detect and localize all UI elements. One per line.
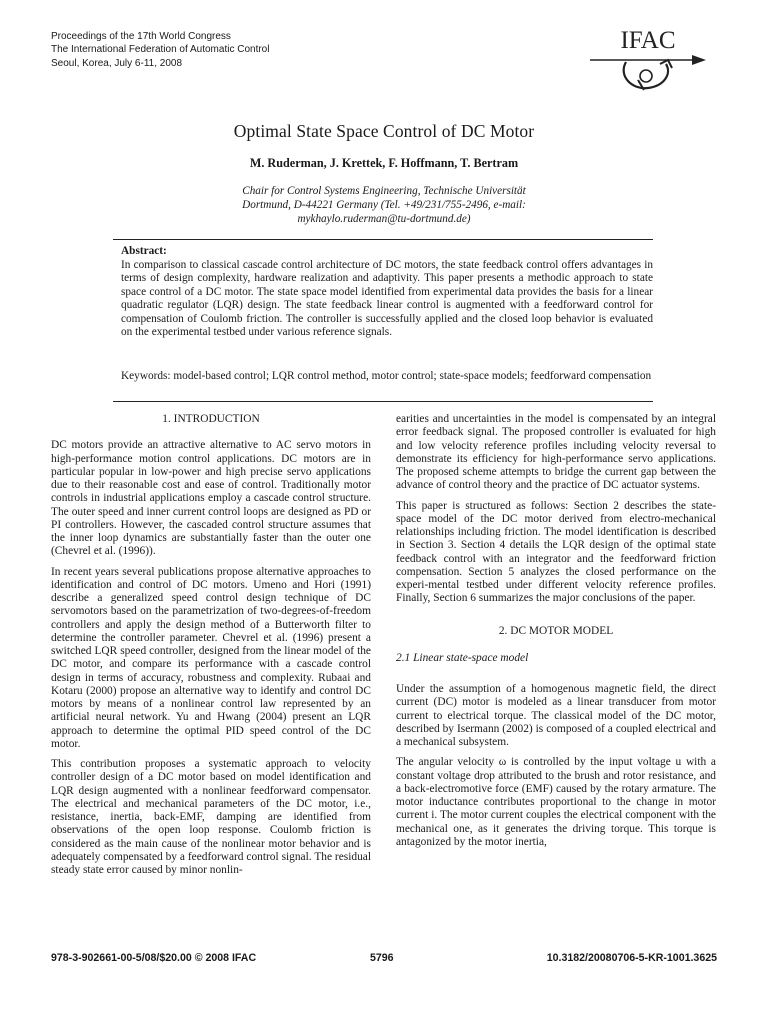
ifac-logo-text: IFAC	[620, 27, 676, 54]
page-footer	[51, 952, 717, 966]
proceedings-info	[51, 30, 269, 70]
affiliation-line-3: mykhaylo.ruderman@tu-dortmund.de)	[297, 213, 471, 226]
footer-doi: 10.3182/20080706-5-KR-1001.3625	[546, 952, 717, 964]
abstract-bottom-rule	[113, 401, 653, 402]
model-paragraph-1: Under the assumption of a homogenous magnetic field, the direct current (DC) motor is modeled as a linear transducer from motor current to electrical torque. The classical model of the DC motor, described by Isermann (2002) is composed of a coupled electrical and a mechanical subsystem.	[396, 683, 716, 748]
abstract-heading: Abstract:	[121, 245, 167, 257]
keywords: Keywords: model-based control; LQR control method, motor control; state-space models; feedforward compensation	[121, 370, 652, 382]
ifac-logo	[588, 24, 708, 96]
intro-paragraph-4: earities and uncertainties in the model is compensated by an integral error feedback signal. The proposed controller is evaluated for high and low velocity reference profiles including velocity reversal to demonstrate its efficiency for high-performance servo applications. The proposed scheme attempts to bridge the current gap between the advance of control theory and the practice of DC actuator systems.	[396, 413, 716, 492]
proceedings-line-2: The International Federation of Automatic Control	[51, 44, 270, 56]
affiliation-line-1: Chair for Control Systems Engineering, Technische Universität	[242, 185, 526, 197]
intro-paragraph-2: In recent years several publications propose alternative approaches to identification and control of DC motors. Umeno and Hori (1991) describe a generalized speed control design technique of DC servomotors based on the parametrization of two-degrees-of-freedom controllers and apply the design method of a Butterworth filter to determine the controller parameter. Chevrel et al. (1996) present a switched LQR speed controller, designed from the linear model of the DC motor, and compare its performance with a cascade control design in terms of accuracy, robustness and complexity. Rubaai and Kotaru (2000) propose an alternative way to identify and control DC motors by means of a nonlinear control law represented by an artificial neural network. Yu and Hwang (2004) present an LQR approach to determine the optimal PID speed control of the DC motor.	[51, 565, 371, 750]
section-title-introduction: 1. INTRODUCTION	[162, 413, 260, 425]
section-title-dc-motor-model: 2. DC MOTOR MODEL	[498, 624, 614, 637]
left-column	[51, 413, 371, 877]
affiliation-line-2: Dortmund, D-44221 Germany (Tel. +49/231/755-2496, e-mail:	[242, 199, 526, 212]
proceedings-line-1: Proceedings of the 17th World Congress	[51, 31, 231, 42]
footer-isbn: 978-3-902661-00-5/08/$20.00 © 2008 IFAC	[51, 952, 257, 964]
proceedings-line-3: Seoul, Korea, July 6-11, 2008	[51, 57, 183, 69]
abstract	[121, 245, 653, 340]
intro-paragraph-3: This contribution proposes a systematic approach to velocity controller design of a DC motor based on model identification and LQR design augmented with a nonlinear feedforward compensator. The electrical and mechanical parameters of the DC motor, i.e., resistance, inertia, back-EMF, damping are identified from observations of the open loop response. Coulomb friction is considered as the main cause of the nonlinear motor behavior and is adequately compensated by a feedforward control signal. The residual steady state error caused by minor nonlin-	[51, 758, 371, 876]
intro-paragraph-5: This paper is structured as follows: Section 2 describes the state-space model of the DC motor derived from electro-mechanical relationships including friction. The model identification is described in Section 3. Section 4 details the LQR design of the optimal state feedback control with an integrator and the feedforward friction compensation. Section 5 analyzes the closed performance on the experi-mental testbed under different velocity reference profiles. Finally, Section 6 summarizes the major conclusions of the paper.	[396, 499, 716, 605]
abstract-text: In comparison to classical cascade control architecture of DC motors, the state feedback control offers advantages in terms of design complexity, hardware realization and adaptivity. This paper presents a methodic approach to state space control of a DC motor. The state space model identified from experimental data provides the basis for a linear quadratic regulator (LQR) design. The state feedback linear control is augmented with a feedforward control for compensation of Coulomb friction. The controller is successfully applied and the closed loop behavior is evaluated on the experimental testbed under various reference signals.	[121, 258, 653, 338]
paper-title: Optimal State Space Control of DC Motor	[233, 121, 535, 141]
intro-paragraph-1: DC motors provide an attractive alternative to AC servo motors in high-performance motion control applications. DC motors are in particular popular in low-power and high precise servo applications due to their reasonable cost and ease of control. Traditionally motor controls in industrial applications employ a cascade control structure. The outer speed and inner current control loops are designed as PD or PI controllers. However, the cascaded control structure assumes that the inner loop dynamics are substantially faster than the outer one (Chevrel et al. (1996)).	[51, 439, 371, 558]
subsection-title-linear-model: 2.1 Linear state-space model	[396, 651, 529, 664]
right-column	[396, 413, 716, 849]
author-list: M. Ruderman, J. Krettek, F. Hoffmann, T. Bertram	[249, 156, 519, 170]
footer-page-number: 5796	[370, 952, 394, 964]
abstract-top-rule	[113, 239, 653, 240]
affiliation	[0, 184, 768, 227]
model-paragraph-2: The angular velocity ω is controlled by the input voltage u with a constant voltage drop attributed to the brush and rotor resistance, and a back-electromotive force (EMF) caused by the rotary armature. The motor inductance contributes proportional to the change in motor current i. The motor current couples the electrical component with the mechanical one, as it generates the driving torque. This torque is antagonized by the motor inertia,	[396, 756, 716, 848]
